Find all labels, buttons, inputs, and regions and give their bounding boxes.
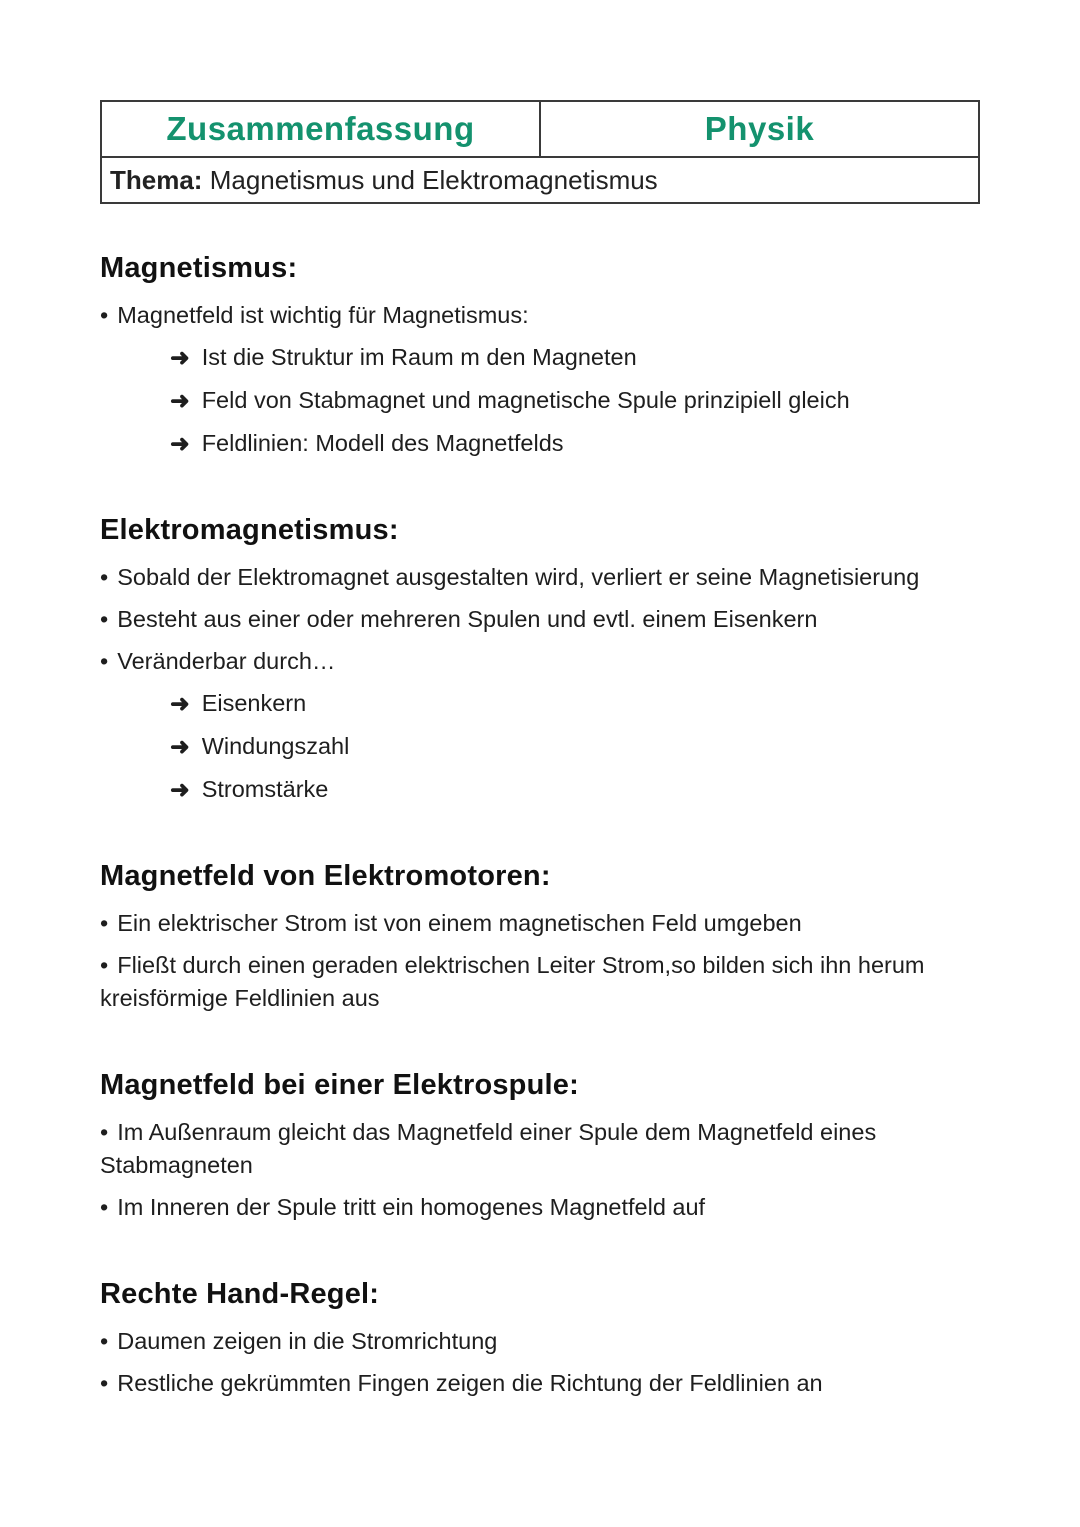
arrow-icon: ➜ bbox=[170, 430, 190, 457]
arrow-icon: ➜ bbox=[170, 733, 190, 760]
document-page bbox=[100, 0, 980, 1489]
bullet-icon: • bbox=[100, 1194, 109, 1220]
section bbox=[100, 860, 980, 1015]
bullet-icon: • bbox=[100, 952, 109, 978]
bullet-item bbox=[100, 1116, 980, 1182]
arrow-item bbox=[100, 687, 980, 720]
item-text: Feld von Stabmagnet und magnetische Spule prinzipiell gleich bbox=[201, 387, 850, 413]
header-title-row bbox=[101, 101, 979, 157]
item-text: Im Außenraum gleicht das Magnetfeld einer Spule dem Magnetfeld eines Stabmagneten bbox=[100, 1119, 877, 1178]
item-text: Eisenkern bbox=[201, 690, 307, 716]
arrow-item bbox=[100, 341, 980, 374]
item-text: Restliche gekrümmten Fingen zeigen die Richtung der Feldlinien an bbox=[117, 1370, 823, 1396]
section bbox=[100, 514, 980, 806]
section bbox=[100, 1278, 980, 1400]
bullet-item bbox=[100, 1191, 980, 1224]
arrow-item bbox=[100, 427, 980, 460]
item-text: Besteht aus einer oder mehreren Spulen und evtl. einem Eisenkern bbox=[117, 606, 818, 632]
item-text: Magnetfeld ist wichtig für Magnetismus: bbox=[117, 302, 529, 328]
bullet-item bbox=[100, 645, 980, 678]
item-text: Daumen zeigen in die Stromrichtung bbox=[117, 1328, 498, 1354]
thema-label: Thema: bbox=[110, 164, 203, 195]
thema-value: Magnetismus und Elektromagnetismus bbox=[209, 164, 658, 195]
item-text: Windungszahl bbox=[201, 733, 350, 759]
bullet-icon: • bbox=[100, 564, 109, 590]
section-heading: Magnetfeld bei einer Elektrospule: bbox=[100, 1069, 579, 1101]
item-text: Ist die Struktur im Raum m den Magneten bbox=[201, 344, 637, 370]
bullet-item bbox=[100, 1367, 980, 1400]
thema-cell bbox=[101, 157, 979, 203]
section-heading: Magnetismus: bbox=[100, 252, 298, 284]
section bbox=[100, 1069, 980, 1224]
arrow-icon: ➜ bbox=[170, 776, 190, 803]
item-text: Veränderbar durch… bbox=[117, 648, 336, 674]
section bbox=[100, 252, 980, 460]
section-heading: Rechte Hand-Regel: bbox=[100, 1278, 380, 1310]
bullet-item bbox=[100, 907, 980, 940]
bullet-item bbox=[100, 299, 980, 332]
arrow-item bbox=[100, 730, 980, 763]
arrow-icon: ➜ bbox=[170, 690, 190, 717]
arrow-item bbox=[100, 773, 980, 806]
document-body bbox=[100, 252, 980, 1400]
bullet-item bbox=[100, 603, 980, 636]
bullet-icon: • bbox=[100, 302, 109, 328]
bullet-icon: • bbox=[100, 910, 109, 936]
arrow-icon: ➜ bbox=[170, 387, 190, 414]
item-text: Stromstärke bbox=[201, 776, 329, 802]
bullet-item bbox=[100, 1325, 980, 1358]
section-heading: Elektromagnetismus: bbox=[100, 514, 399, 546]
item-text: Im Inneren der Spule tritt ein homogenes Magnetfeld auf bbox=[117, 1194, 706, 1220]
item-text: Fließt durch einen geraden elektrischen Leiter Strom,so bilden sich ihn herum kreisförmige Feldlinien aus bbox=[100, 952, 925, 1011]
bullet-icon: • bbox=[100, 1119, 109, 1145]
header-thema-row bbox=[101, 157, 979, 203]
header-title-left: Zusammenfassung bbox=[101, 101, 540, 157]
bullet-item bbox=[100, 949, 980, 1015]
arrow-icon: ➜ bbox=[170, 344, 190, 371]
item-text: Sobald der Elektromagnet ausgestalten wird, verliert er seine Magnetisierung bbox=[117, 564, 920, 590]
header-table bbox=[100, 100, 980, 204]
item-text: Feldlinien: Modell des Magnetfelds bbox=[201, 430, 564, 456]
bullet-item bbox=[100, 561, 980, 594]
arrow-item bbox=[100, 384, 980, 417]
bullet-icon: • bbox=[100, 1328, 109, 1354]
header-title-right: Physik bbox=[540, 101, 979, 157]
bullet-icon: • bbox=[100, 1370, 109, 1396]
bullet-icon: • bbox=[100, 606, 109, 632]
item-text: Ein elektrischer Strom ist von einem magnetischen Feld umgeben bbox=[117, 910, 802, 936]
section-heading: Magnetfeld von Elektromotoren: bbox=[100, 860, 551, 892]
bullet-icon: • bbox=[100, 648, 109, 674]
